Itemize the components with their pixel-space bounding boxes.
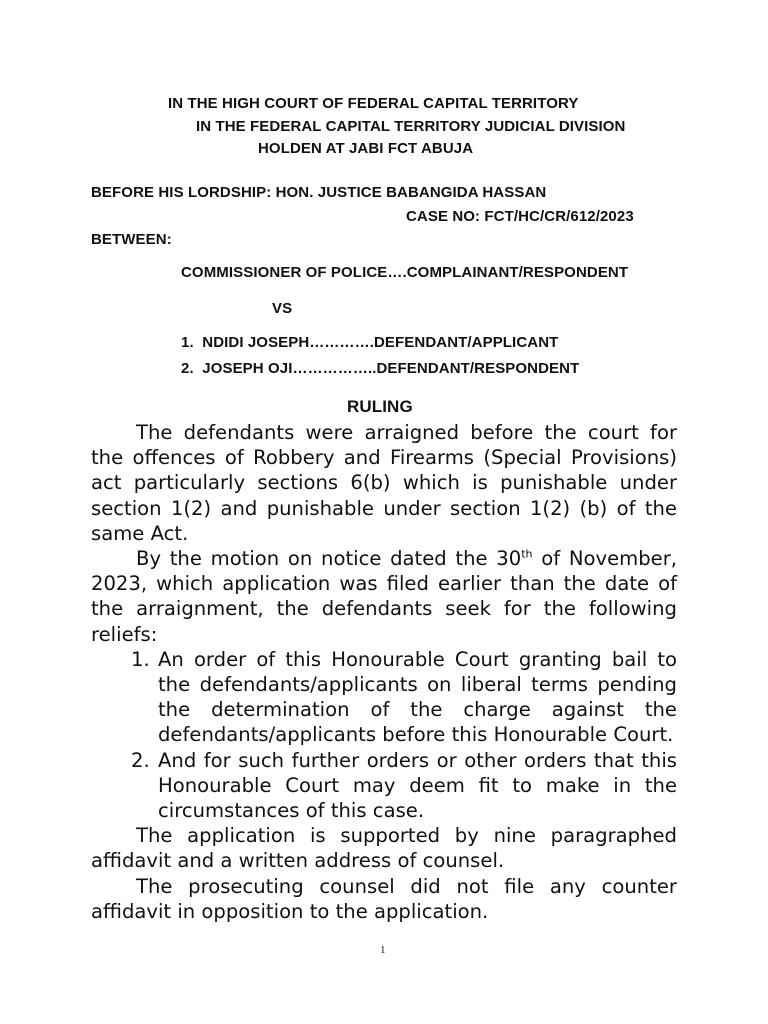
paragraph-1: The defendants were arraigned before the court for the offences of Robbery and Firearms (Special Provisions) act particularly sections 6(b) which is punishable under section 1(2) and punishable under section 1(2) (b) of the same Act. bbox=[91, 421, 677, 545]
between-label: BETWEEN: bbox=[91, 231, 172, 248]
versus-label: VS bbox=[272, 300, 293, 317]
defendant-party-2 bbox=[181, 360, 579, 377]
paragraph-4: The prosecuting counsel did not file any counter affidavit in opposition to the application. bbox=[91, 874, 677, 923]
party-number: 2. bbox=[181, 360, 194, 377]
relief-text: And for such further orders or other orders that this Honourable Court may deem fit to make in the circumstances of this case. bbox=[158, 748, 677, 823]
court-title-line-2: IN THE FEDERAL CAPITAL TERRITORY JUDICIAL DIVISION bbox=[196, 118, 626, 135]
complainant-party: COMMISSIONER OF POLICE….COMPLAINANT/RESPONDENT bbox=[181, 264, 629, 281]
presiding-judge: BEFORE HIS LORDSHIP: HON. JUSTICE BABANGIDA HASSAN bbox=[91, 184, 547, 201]
relief-item bbox=[91, 647, 677, 748]
relief-item bbox=[91, 748, 677, 824]
party-number: 1. bbox=[181, 334, 194, 351]
court-title-line-3: HOLDEN AT JABI FCT ABUJA bbox=[258, 140, 474, 157]
party-text: JOSEPH OJI……………..DEFENDANT/RESPONDENT bbox=[202, 360, 580, 377]
case-number: CASE NO: FCT/HC/CR/612/2023 bbox=[406, 208, 634, 225]
paragraph-3: The application is supported by nine paragraphed affidavit and a written address of counsel. bbox=[91, 824, 677, 873]
relief-number: 2. bbox=[131, 748, 150, 772]
ruling-body bbox=[91, 420, 677, 924]
paragraph-2: By the motion on notice dated the 30th of November, 2023, which application was filed earlier than the date of the arraignment, the defendants seek for the following reliefs: bbox=[91, 547, 677, 646]
reliefs-list bbox=[91, 647, 677, 823]
relief-number: 1. bbox=[131, 647, 150, 671]
relief-text: An order of this Honourable Court granting bail to the defendants/applicants on liberal terms pending the determination of the charge against the defendants/applicants before this Honourable Court. bbox=[158, 647, 677, 747]
court-title-line-1: IN THE HIGH COURT OF FEDERAL CAPITAL TERRITORY bbox=[168, 95, 579, 112]
page-number: 1 bbox=[380, 944, 386, 956]
ruling-heading: RULING bbox=[347, 397, 413, 416]
defendant-party-1 bbox=[181, 334, 558, 351]
party-text: NDIDI JOSEPH………….DEFENDANT/APPLICANT bbox=[202, 334, 559, 351]
